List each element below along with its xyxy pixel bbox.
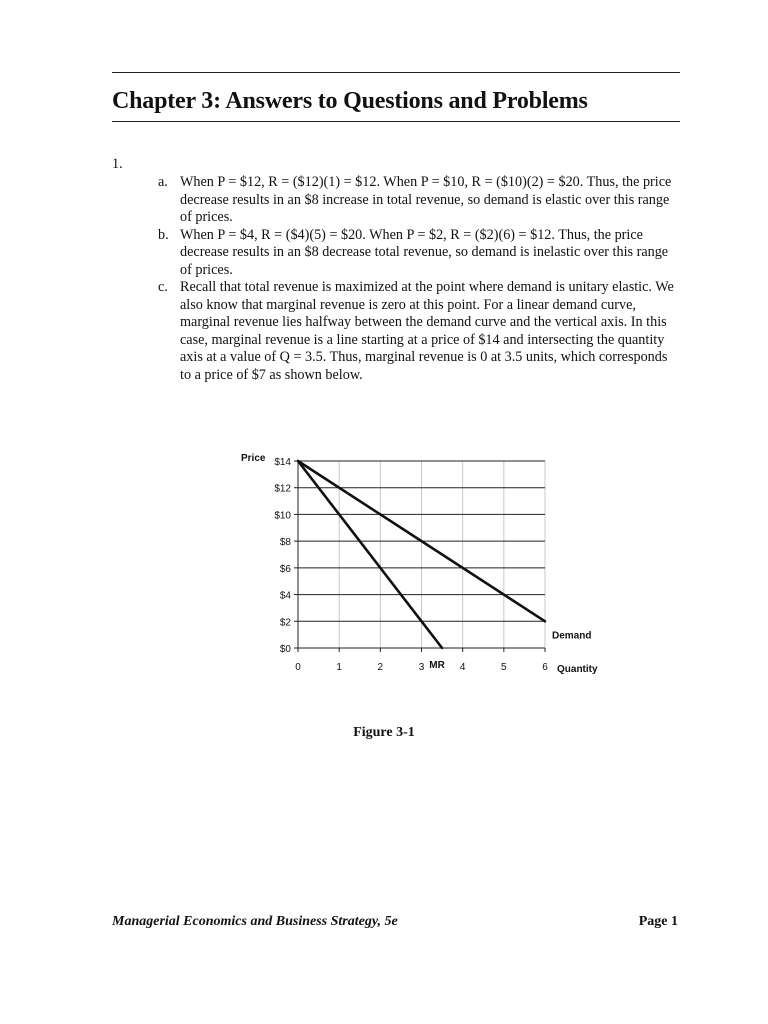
y-tick-label: $4 — [279, 590, 291, 602]
y-tick-label: $12 — [274, 483, 291, 495]
page-title: Chapter 3: Answers to Questions and Problems — [112, 88, 588, 114]
series-line-mr — [298, 461, 442, 648]
answer-item-a — [158, 174, 680, 227]
x-tick-label: 4 — [459, 662, 466, 673]
title-rule — [112, 121, 680, 122]
x-tick-label: 1 — [336, 662, 342, 673]
answer-text: When P = $4, R = ($4)(5) = $20. When P = $2, R = ($2)(6) = $12. Thus, the price decrease results in an $8 decrease total revenue, so demand is inelastic over this range of prices. — [180, 226, 669, 278]
series-label-mr: MR — [429, 660, 445, 671]
x-tick-label: 3 — [418, 662, 425, 673]
y-tick-label: $10 — [274, 510, 291, 522]
y-axis-label: Price — [241, 453, 266, 464]
x-tick-label: 2 — [377, 662, 384, 673]
y-tick-label: $6 — [279, 563, 291, 575]
answer-letter: c. — [158, 279, 168, 295]
footer-book-title: Managerial Economics and Business Strategy, 5e — [112, 914, 398, 929]
x-tick-label: 5 — [501, 662, 507, 673]
y-tick-label: $0 — [279, 644, 291, 655]
x-tick-label: 6 — [542, 662, 548, 673]
y-tick-label: $8 — [279, 537, 291, 549]
question-number: 1. — [112, 156, 123, 172]
answer-item-c — [158, 279, 680, 384]
demand-mr-chart — [230, 446, 620, 682]
answer-letter: a. — [158, 174, 168, 190]
x-tick-label: 0 — [295, 662, 301, 673]
answer-text: Recall that total revenue is maximized at the point where demand is unitary elastic. We also know that marginal revenue is zero at this point. For a linear demand curve, marginal revenue lies halfway between the demand curve and the vertical axis. In this case, marginal revenue is a line starting at a price of $14 and intersecting the quantity axis at a value of Q = 3.5. Thus, marginal revenue is 0 at 3.5 units, which corresponds to a price of $7 as shown below. — [180, 279, 674, 383]
footer-page-number: Page 1 — [638, 914, 678, 929]
x-axis-label: Quantity — [557, 664, 598, 675]
top-rule — [112, 72, 680, 73]
series-label-demand: Demand — [552, 630, 592, 642]
answer-item-b — [158, 227, 680, 280]
y-tick-label: $14 — [274, 457, 291, 468]
figure-caption: Figure 3-1 — [353, 725, 415, 740]
answer-text: When P = $12, R = ($12)(1) = $12. When P = $10, R = ($10)(2) = $20. Thus, the price decrease results in an $8 increase in total revenue, so demand is elastic over this range of prices. — [180, 174, 672, 225]
answer-letter: b. — [158, 226, 169, 243]
y-tick-label: $2 — [279, 617, 291, 629]
answer-list — [158, 174, 680, 384]
